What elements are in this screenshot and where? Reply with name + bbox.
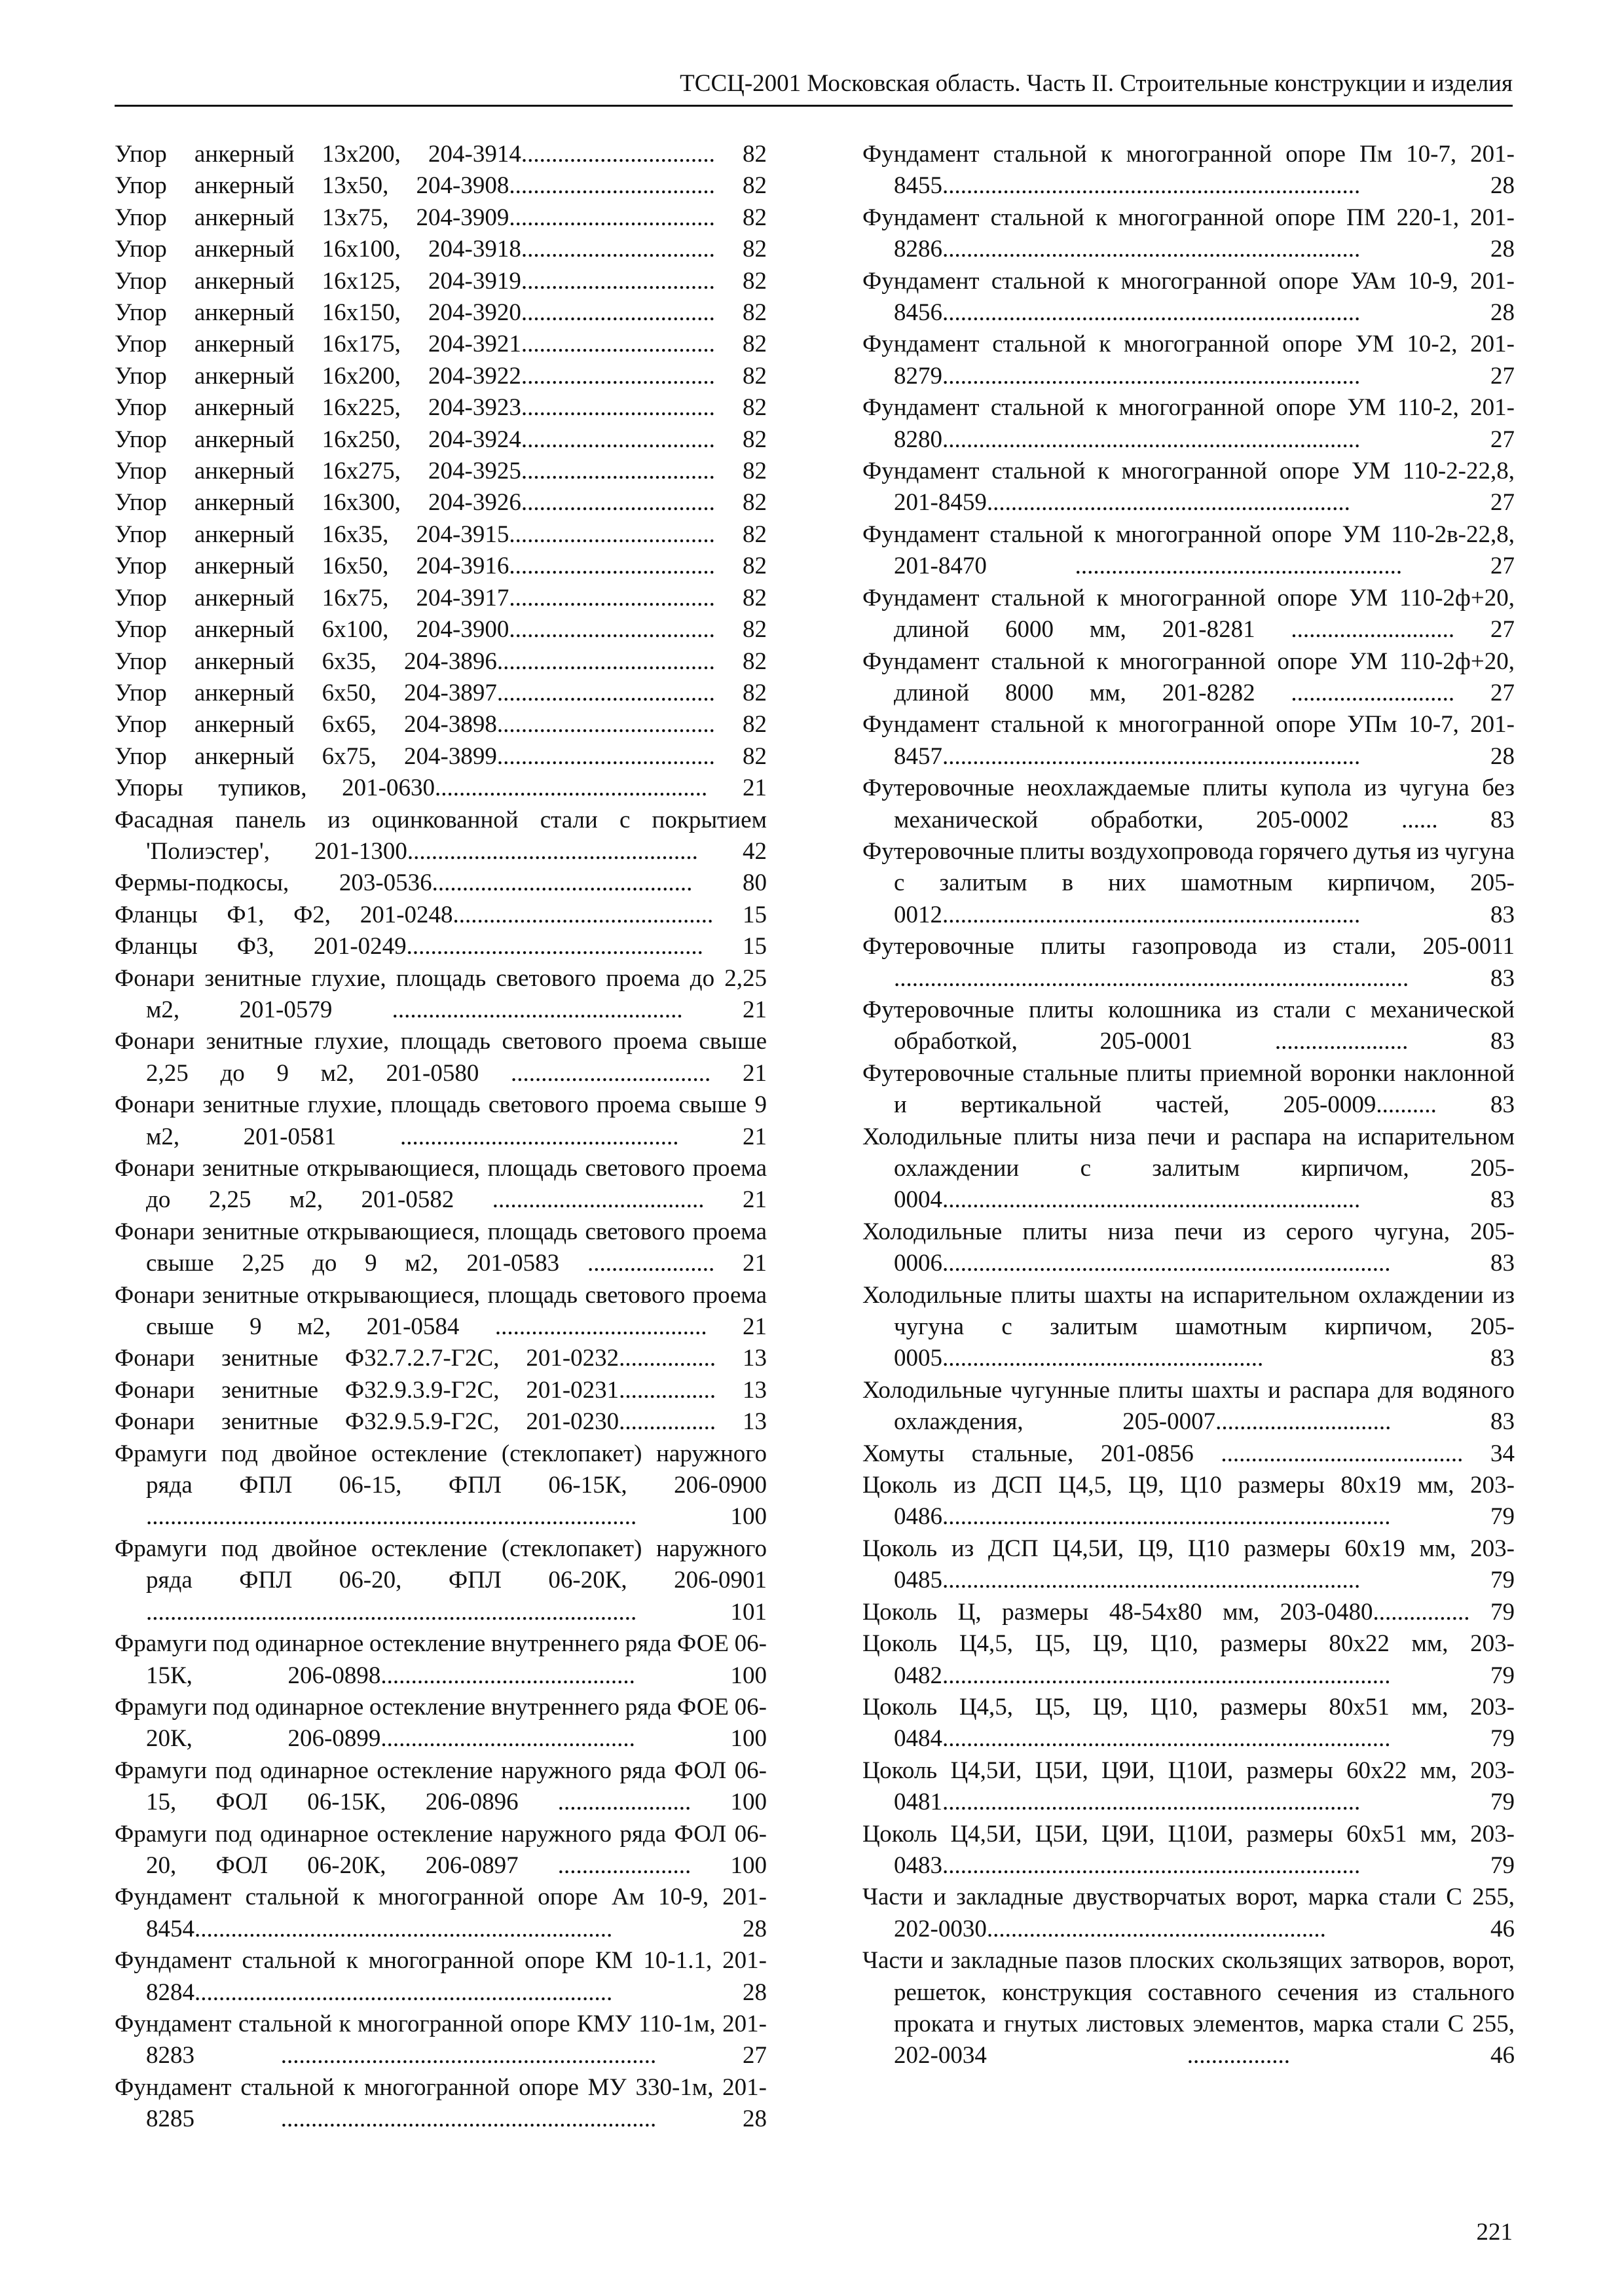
index-entry: Фонари зенитные Ф32.9.5.9-Г2С, 201-0230................ 13 <box>115 1408 767 1436</box>
index-entry: Упор анкерный 6x50, 204-3897.................................... 82 <box>115 679 767 706</box>
index-entry: Упор анкерный 6x100, 204-3900.................................. 82 <box>115 616 767 644</box>
index-entry: Фрамуги под двойное остекление (стеклопакет) наружного ряда ФПЛ 06-15, ФПЛ 06-15К, 206-0900 ................................................................................. 100 <box>115 1440 767 1531</box>
index-entry: Фланцы Ф1, Ф2, 201-0248........................................... 15 <box>115 901 767 928</box>
index-entry: Футеровочные плиты газопровода из стали, 205-0011 ..................................................................................... 83 <box>862 933 1515 992</box>
index-entry: Фундамент стальной к многогранной опоре ПМ 220-1, 201-8286..................................................................... 28 <box>862 204 1515 263</box>
index-entry: Фасадная панель из оцинкованной стали с покрытием 'Полиэстер', 201-1300................................................ 42 <box>115 806 767 865</box>
index-entry: Фрамуги под двойное остекление (стеклопакет) наружного ряда ФПЛ 06-20, ФПЛ 06-20К, 206-0901 ................................................................................. 101 <box>115 1535 767 1626</box>
index-entry: Упор анкерный 16x150, 204-3920................................ 82 <box>115 299 767 327</box>
index-entry: Цоколь Ц4,5, Ц5, Ц9, Ц10, размеры 80x22 мм, 203-0482.......................................................................... 79 <box>862 1630 1515 1689</box>
index-entry: Фундамент стальной к многогранной опоре УАм 10-9, 201-8456..................................................................... 28 <box>862 267 1515 327</box>
index-entry: Цоколь из ДСП Ц4,5, Ц9, Ц10 размеры 80x19 мм, 203-0486.......................................................................... 79 <box>862 1472 1515 1531</box>
index-entry: Футеровочные стальные плиты приемной воронки наклонной и вертикальной частей, 205-0009.......... 83 <box>862 1059 1515 1119</box>
index-entry: Упор анкерный 16x50, 204-3916.................................. 82 <box>115 553 767 580</box>
index-entry: Фонари зенитные открывающиеся, площадь светового проема до 2,25 м2, 201-0582 ................................... 21 <box>115 1155 767 1214</box>
running-header: ТССЦ-2001 Московская область. Часть II. Строительные конструкции и изделия <box>115 68 1513 107</box>
index-entry: Упор анкерный 16x75, 204-3917.................................. 82 <box>115 584 767 611</box>
index-entry: Фундамент стальной к многогранной опоре УМ 110-2ф+20, длиной 8000 мм, 201-8282 ........................... 27 <box>862 647 1515 706</box>
index-entry: Упор анкерный 16x175, 204-3921................................ 82 <box>115 331 767 358</box>
index-entry: Цоколь Ц4,5, Ц5, Ц9, Ц10, размеры 80x51 мм, 203-0484.......................................................................... 79 <box>862 1693 1515 1753</box>
index-entry: Фундамент стальной к многогранной опоре УМ 110-2ф+20, длиной 6000 мм, 201-8281 ........................... 27 <box>862 584 1515 644</box>
index-entry: Фрамуги под одинарное остекление наружного ряда ФОЛ 06-15, ФОЛ 06-15К, 206-0896 ...................... 100 <box>115 1757 767 1816</box>
index-entry: Цоколь Ц4,5И, Ц5И, Ц9И, Ц10И, размеры 60x22 мм, 203-0481..................................................................... 79 <box>862 1757 1515 1816</box>
index-entry: Холодильные чугунные плиты шахты и распара для водяного охлаждения, 205-0007............................. 83 <box>862 1376 1515 1436</box>
index-entry: Фундамент стальной к многогранной опоре Ам 10-9, 201-8454..................................................................... 28 <box>115 1884 767 1942</box>
index-entry: Фонари зенитные глухие, площадь светового проема свыше 2,25 до 9 м2, 201-0580 ................................. 21 <box>115 1028 767 1087</box>
index-entry: Фундамент стальной к многогранной опоре УМ 110-2в-22,8, 201-8470 ...................................................... 27 <box>862 520 1515 580</box>
index-entry: Фонари зенитные глухие, площадь светового проема до 2,25 м2, 201-0579 ................................................ 21 <box>115 964 767 1023</box>
index-entry: Фланцы Ф3, 201-0249................................................. 15 <box>115 933 767 960</box>
index-entry: Упор анкерный 16x125, 204-3919................................ 82 <box>115 267 767 295</box>
index-entry: Упор анкерный 6x35, 204-3896.................................... 82 <box>115 647 767 675</box>
page-number: 221 <box>1476 2219 1513 2246</box>
index-entry: Упор анкерный 13x200, 204-3914................................ 82 <box>115 141 767 168</box>
index-entry: Упор анкерный 16x100, 204-3918................................ 82 <box>115 236 767 263</box>
index-entry: Цоколь Ц, размеры 48-54x80 мм, 203-0480................ 79 <box>862 1598 1515 1626</box>
index-entry: Фундамент стальной к многогранной опоре УМ 10-2, 201-8279..................................................................... 27 <box>862 331 1515 390</box>
index-entry: Упор анкерный 16x200, 204-3922................................ 82 <box>115 362 767 390</box>
index-column-left <box>115 139 767 2136</box>
index-entry: Футеровочные плиты воздухопровода горячего дутья из чугуна с залитым в них шамотным кирпичом, 205-0012..................................................................... 83 <box>862 837 1515 928</box>
index-entry: Упор анкерный 16x275, 204-3925................................ 82 <box>115 458 767 485</box>
index-entry: Фундамент стальной к многогранной опоре КМУ 110-1м, 201-8283 .............................................................. 27 <box>115 2010 767 2069</box>
index-entry: Футеровочные плиты колошника из стали с механической обработкой, 205-0001 ...................... 83 <box>862 996 1515 1055</box>
index-entry: Фермы-подкосы, 203-0536........................................... 80 <box>115 869 767 897</box>
index-entry: Фундамент стальной к многогранной опоре КМ 10-1.1, 201-8284..................................................................... 28 <box>115 1947 767 2006</box>
index-entry: Части и закладные пазов плоских скользящих затворов, ворот, решеток, конструкция составного сечения из стального проката и гнутых листовых элементов, марка стали С 255, 202-0034 ................. 46 <box>862 1947 1515 2069</box>
index-entry: Фонари зенитные открывающиеся, площадь светового проема свыше 2,25 до 9 м2, 201-0583 ..................... 21 <box>115 1218 767 1277</box>
index-entry: Фундамент стальной к многогранной опоре УПм 10-7, 201-8457..................................................................... 28 <box>862 711 1515 770</box>
index-entry: Упор анкерный 13x75, 204-3909.................................. 82 <box>115 204 767 231</box>
index-entry: Упор анкерный 6x65, 204-3898.................................... 82 <box>115 711 767 738</box>
index-entry: Упор анкерный 16x250, 204-3924................................ 82 <box>115 426 767 453</box>
index-entry: Упоры тупиков, 201-0630............................................. 21 <box>115 774 767 802</box>
index-entry: Фундамент стальной к многогранной опоре Пм 10-7, 201-8455..................................................................... 28 <box>862 141 1515 200</box>
index-entry: Цоколь из ДСП Ц4,5И, Ц9, Ц10 размеры 60x19 мм, 203-0485..................................................................... 79 <box>862 1535 1515 1594</box>
index-entry: Упор анкерный 13x50, 204-3908.................................. 82 <box>115 172 767 200</box>
index-entry: Фонари зенитные открывающиеся, площадь светового проема свыше 9 м2, 201-0584 ................................... 21 <box>115 1281 767 1341</box>
index-entry: Фонари зенитные глухие, площадь светового проема свыше 9 м2, 201-0581 .............................................. 21 <box>115 1091 767 1150</box>
index-entry: Фундамент стальной к многогранной опоре УМ 110-2, 201-8280..................................................................... 27 <box>862 394 1515 453</box>
index-entry: Футеровочные неохлаждаемые плиты купола из чугуна без механической обработки, 205-0002 ...... 83 <box>862 774 1515 833</box>
index-entry: Фрамуги под одинарное остекление внутреннего ряда ФОЕ 06-15К, 206-0898.......................................... 100 <box>115 1630 767 1689</box>
index-entry: Холодильные плиты низа печи из серого чугуна, 205-0006.......................................................................... 83 <box>862 1218 1515 1277</box>
index-entry: Фонари зенитные Ф32.7.2.7-Г2С, 201-0232................ 13 <box>115 1345 767 1372</box>
index-entry: Упор анкерный 6x75, 204-3899.................................... 82 <box>115 742 767 770</box>
index-entry: Фрамуги под одинарное остекление внутреннего ряда ФОЕ 06-20К, 206-0899.......................................... 100 <box>115 1693 767 1753</box>
index-entry: Упор анкерный 16x225, 204-3923................................ 82 <box>115 394 767 422</box>
index-entry: Фонари зенитные Ф32.9.3.9-Г2С, 201-0231................ 13 <box>115 1376 767 1404</box>
index-column-right <box>862 139 1515 2072</box>
index-entry: Части и закладные двустворчатых ворот, марка стали С 255, 202-0030........................................................ 46 <box>862 1884 1515 1942</box>
index-entry: Упор анкерный 16x35, 204-3915.................................. 82 <box>115 520 767 548</box>
index-entry: Фрамуги под одинарное остекление наружного ряда ФОЛ 06-20, ФОЛ 06-20К, 206-0897 ...................... 100 <box>115 1820 767 1879</box>
index-entry: Упор анкерный 16x300, 204-3926................................ 82 <box>115 489 767 517</box>
index-entry: Цоколь Ц4,5И, Ц5И, Ц9И, Ц10И, размеры 60x51 мм, 203-0483..................................................................... 79 <box>862 1820 1515 1879</box>
index-entry: Хомуты стальные, 201-0856 ........................................ 34 <box>862 1440 1515 1467</box>
index-entry: Фундамент стальной к многогранной опоре УМ 110-2-22,8, 201-8459............................................................ 27 <box>862 458 1515 517</box>
index-entry: Холодильные плиты шахты на испарительном охлаждении из чугуна с залитым шамотным кирпичом, 205-0005..................................................... 83 <box>862 1281 1515 1372</box>
index-entry: Холодильные плиты низа печи и распара на испарительном охлаждении с залитым кирпичом, 205-0004..................................................................... 83 <box>862 1123 1515 1214</box>
index-entry: Фундамент стальной к многогранной опоре МУ 330-1м, 201-8285 .............................................................. 28 <box>115 2073 767 2133</box>
